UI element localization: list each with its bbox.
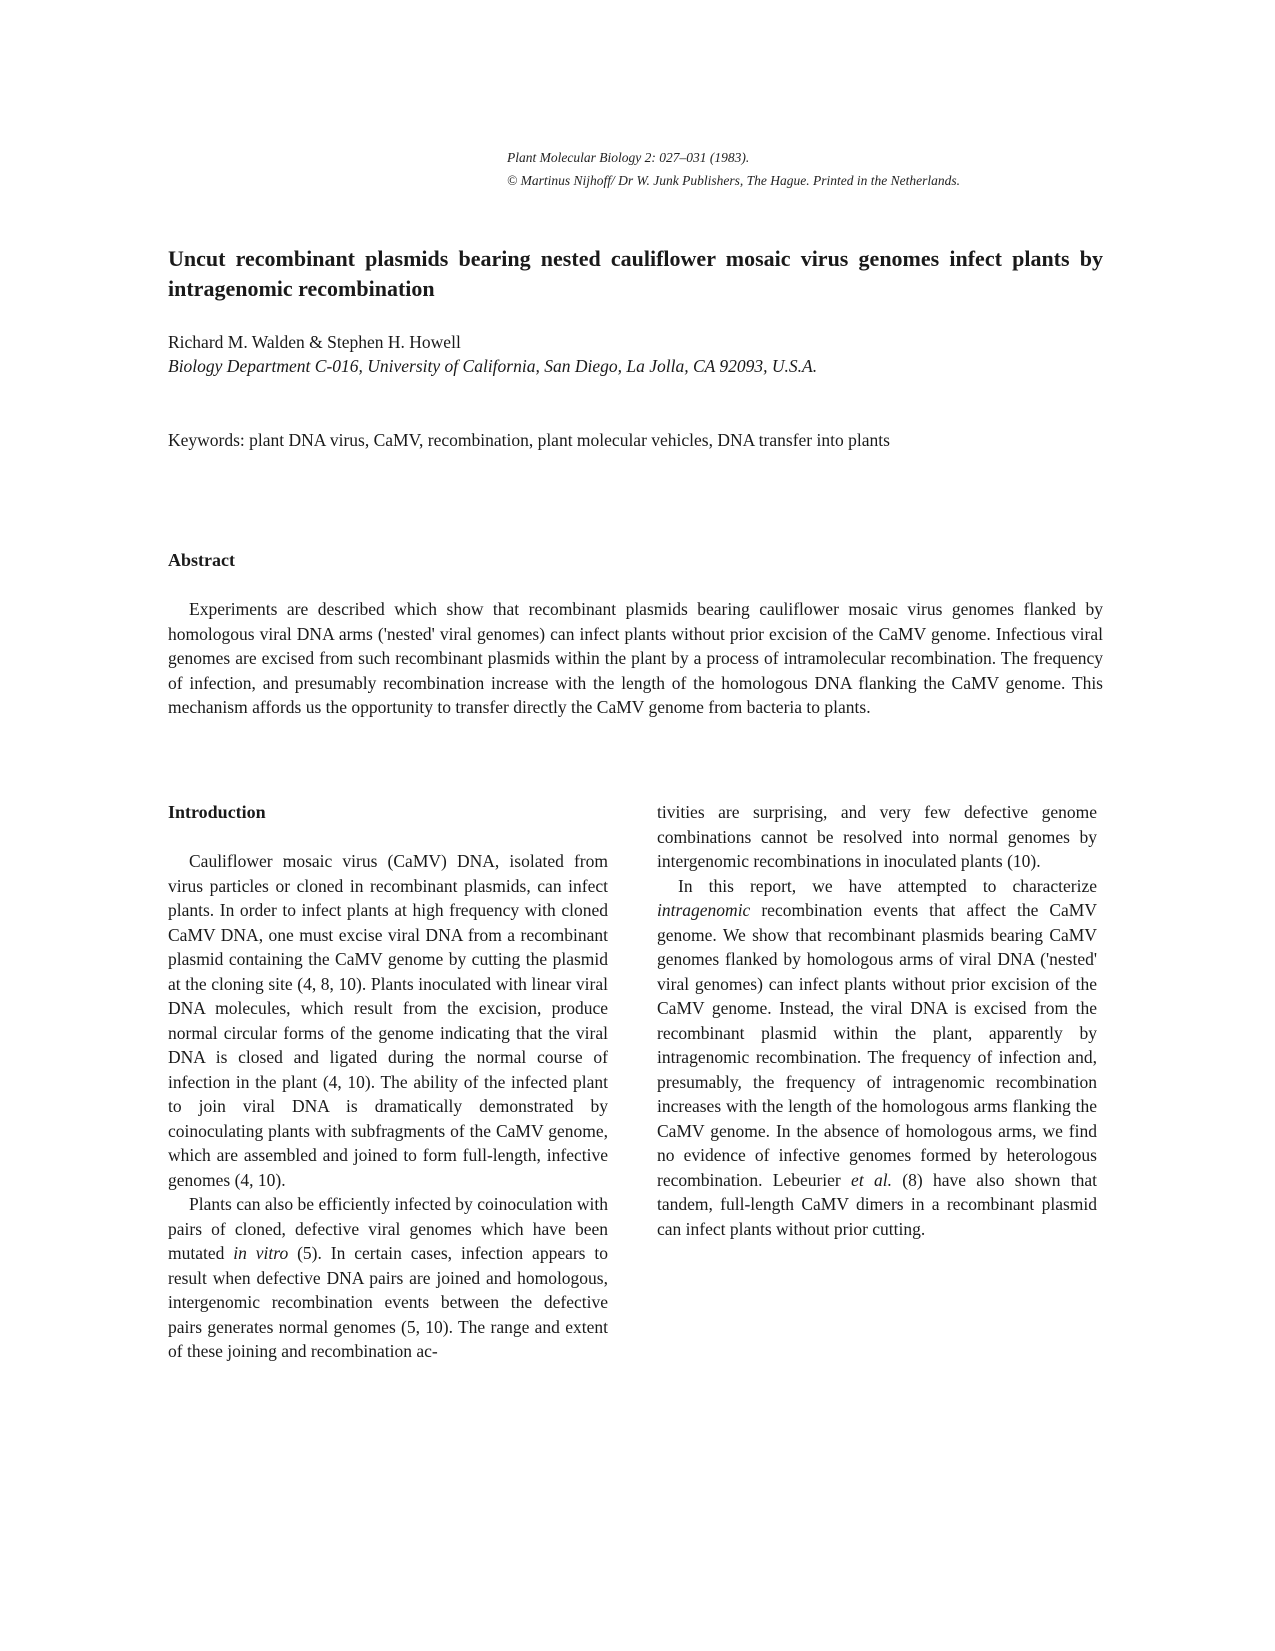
abstract-text: Experiments are described which show that recombinant plasmids bearing cauliflower mosaic virus genomes flanked by homologous viral DNA arms ('nested' viral genomes) can infect plants without prior excision of the CaMV genome. Infectious viral genomes are excised from such recombinant plasmids within the plant by a process of intramolecular recombination. The frequency of infection, and presumably recombination increase with the length of the homologous DNA flanking the CaMV genome. This mechanism affords us the opportunity to transfer directly the CaMV genome from bacteria to plants. [168,599,1103,717]
journal-header [507,146,960,192]
right-column [657,800,1097,1241]
intro-paragraph-2: Plants can also be efficiently infected by coinoculation with pairs of cloned, defective viral genomes which have been mutated in vitro (5). In certain cases, infection appears to result when defective DNA pairs are joined and homologous, intergenomic recombination events between the defective pairs generates normal genomes (5, 10). The range and extent of these joining and recombination ac- [168,1194,609,1361]
article-title: Uncut recombinant plasmids bearing nested cauliflower mosaic virus genomes infect plants by intragenomic recombination [168,246,1103,301]
affiliation: Biology Department C-016, University of California, San Diego, La Jolla, CA 92093, U.S.A. [168,356,818,376]
left-column [168,800,608,1364]
abstract-heading: Abstract [168,550,235,570]
journal-citation: Plant Molecular Biology 2: 027–031 (1983). [507,150,750,165]
keywords: Keywords: plant DNA virus, CaMV, recombination, plant molecular vehicles, DNA transfer into plants [168,430,890,450]
introduction-heading: Introduction [168,802,266,822]
intro-paragraph-1: Cauliflower mosaic virus (CaMV) DNA, isolated from virus particles or cloned in recombinant plasmids, can infect plants. In order to infect plants at high frequency with cloned CaMV DNA, one must excise viral DNA from a recombinant plasmid containing the CaMV genome by cutting the plasmid at the cloning site (4, 8, 10). Plants inoculated with linear viral DNA molecules, which result from the excision, produce normal circular forms of the genome indicating that the viral DNA is closed and ligated during the normal course of infection in the plant (4, 10). The ability of the infected plant to join viral DNA is dramatically demonstrated by coinoculating plants with subfragments of the CaMV genome, which are assembled and joined to form full-length, infective genomes (4, 10). [168,851,608,1190]
authors: Richard M. Walden & Stephen H. Howell [168,332,461,352]
intro-paragraph-3: In this report, we have attempted to characterize intragenomic recombination events that affect the CaMV genome. We show that recombinant plasmids bearing CaMV genomes flanked by homologous arms of viral DNA ('nested' viral genomes) can infect plants without prior excision of the CaMV genome. Instead, the viral DNA is excised from the recombinant plasmid within the plant, apparently by intragenomic recombination. The frequency of infection and, presumably, the frequency of intragenomic recombination increases with the length of the homologous arms flanking the CaMV genome. In the absence of homologous arms, we find no evidence of infective genomes formed by heterologous recombination. Lebeurier et al. (8) have also shown that tandem, full-length CaMV dimers in a recombinant plasmid can infect plants without prior cutting. [657,875,1097,1239]
intro-paragraph-2-continued: tivities are surprising, and very few defective genome combinations cannot be resolved into normal genomes by intergenomic recombinations in inoculated plants (10). [657,802,1097,871]
publisher-line: © Martinus Nijhoff/ Dr W. Junk Publishers, The Hague. Printed in the Netherlands. [507,173,960,188]
